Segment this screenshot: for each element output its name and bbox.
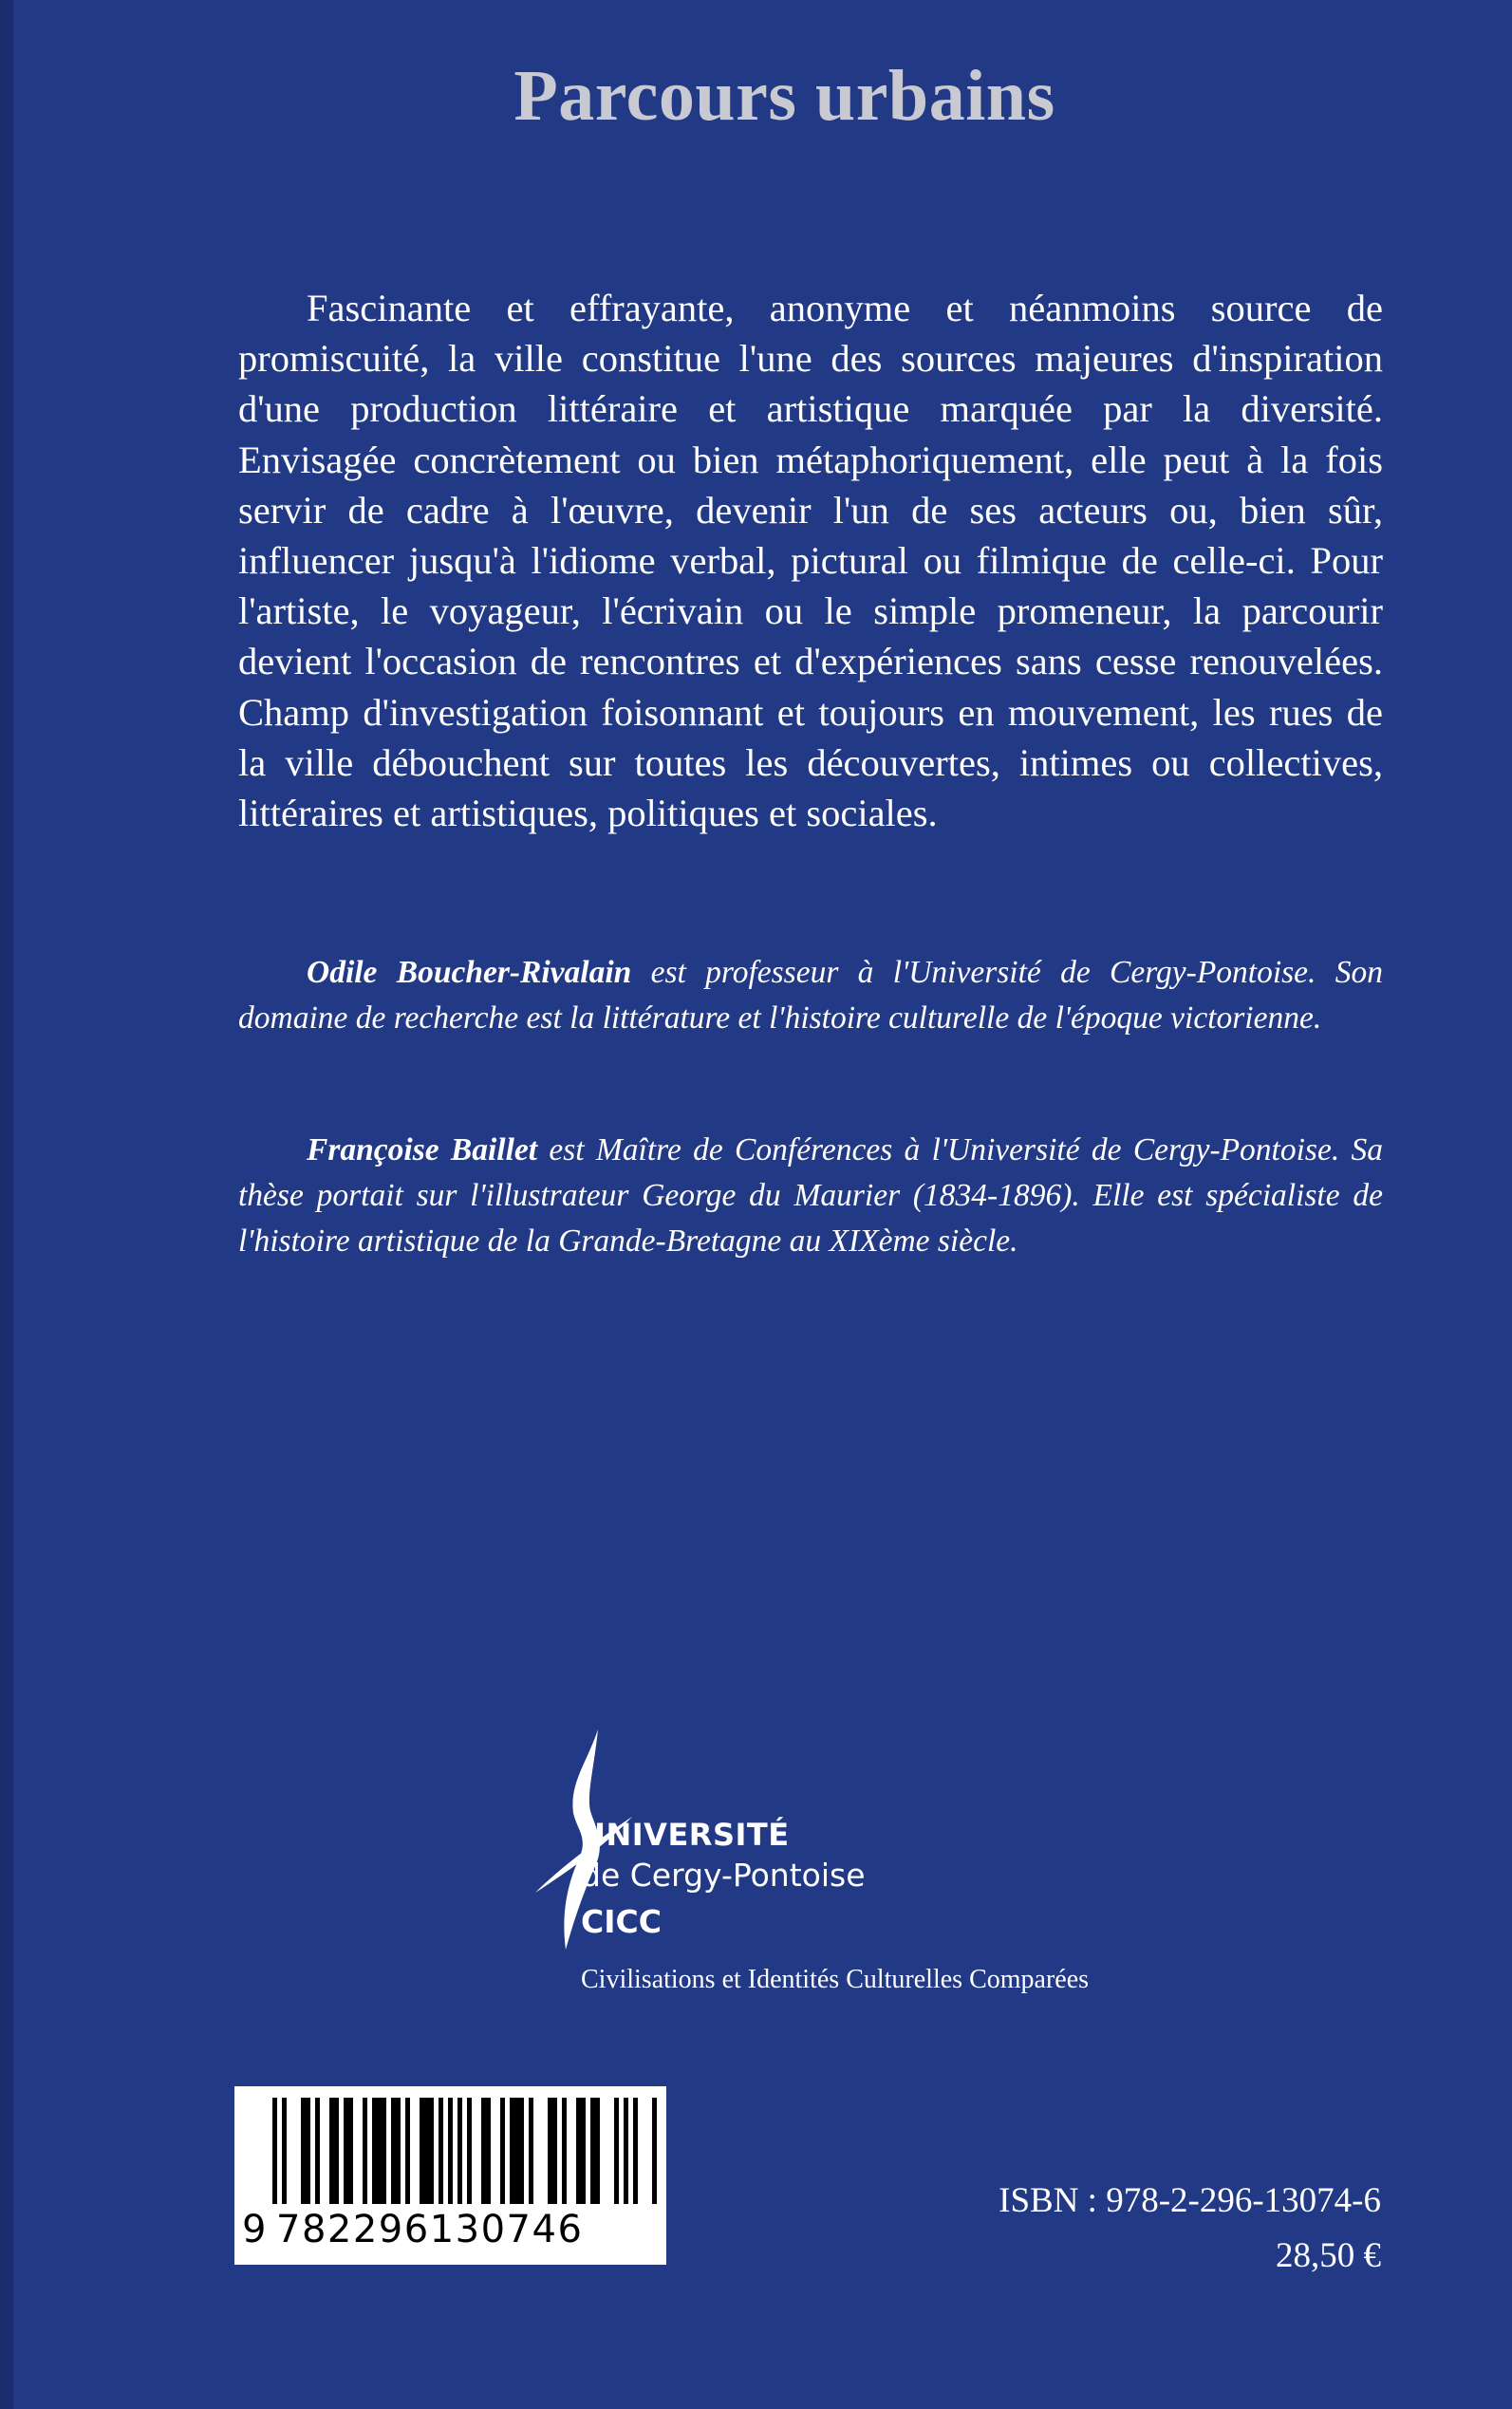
barcode-bar-24: [624, 2098, 628, 2204]
author-name-1: Odile Boucher-Rivalain: [307, 955, 632, 990]
barcode-bar-14: [467, 2098, 472, 2204]
barcode-first-digit: 9: [242, 2208, 267, 2251]
barcode-bar-17: [510, 2098, 524, 2204]
cover-left-edge: [0, 0, 13, 2409]
barcode-bar-12: [448, 2098, 453, 2204]
barcode-bar-11: [439, 2098, 443, 2204]
barcode-bar-2: [301, 2098, 310, 2204]
barcode-bar-1: [282, 2098, 287, 2204]
barcode-bar-19: [548, 2098, 557, 2204]
barcode-bar-25: [633, 2098, 638, 2204]
logo-line-cergy: de Cergy-Pontoise: [581, 1857, 866, 1894]
barcode-number: 782296130746: [276, 2208, 584, 2251]
barcode-bar-5: [344, 2098, 353, 2204]
barcode-bar-21: [576, 2098, 586, 2204]
isbn-label: ISBN : 978-2-296-13074-6: [999, 2181, 1381, 2220]
barcode-bar-3: [315, 2098, 320, 2204]
barcode-bar-9: [405, 2098, 410, 2204]
barcode-bar-26: [652, 2098, 657, 2204]
author-bio-1: [238, 950, 1383, 1041]
author-bio-text-1: est professeur à l'Université de Cergy-Pontoise. Son domaine de recherche est la littérature et l'histoire culturelle de l'époque victorienne.: [238, 955, 1383, 1036]
barcode-bar-13: [457, 2098, 462, 2204]
book-title: Parcours urbains: [513, 56, 1055, 136]
barcode-bar-23: [614, 2098, 619, 2204]
barcode-bar-22: [590, 2098, 600, 2204]
barcode-bar-0: [272, 2098, 277, 2204]
author-bio-2: [238, 1128, 1383, 1264]
barcode-bar-4: [329, 2098, 339, 2204]
barcode-bar-18: [529, 2098, 533, 2204]
barcode-bar-20: [562, 2098, 567, 2204]
logo-line-university: UNIVERSITÉ: [581, 1817, 790, 1853]
barcode: [234, 2086, 666, 2265]
cicc-full-name: Civilisations et Identités Culturelles Comparées: [581, 1965, 1090, 1994]
logo-line-cicc: CICC: [581, 1903, 662, 1940]
barcode-bar-7: [372, 2098, 386, 2204]
author-name-2: Françoise Baillet: [307, 1132, 538, 1167]
book-summary: Fascinante et effrayante, anonyme et néanmoins source de promiscuité, la ville constitue l'une des sources majeures d'inspiration d'une production littéraire et artistique marquée par la diversité. Envisagée concrètement ou bien métaphoriquement, elle peut à la fois servir de cadre à l'œuvre, devenir l'un de ses acteurs ou, bien sûr, influencer jusqu'à l'idiome verbal, pictural ou filmique de celle-ci. Pour l'artiste, le voyageur, l'écrivain ou le simple promeneur, la parcourir devient l'occasion de rencontres et d'expériences sans cesse renouvelées. Champ d'investigation foisonnant et toujours en mouvement, les rues de la ville débouchent sur toutes les découvertes, intimes ou collectives, littéraires et artistiques, politiques et sociales.: [238, 287, 1383, 835]
barcode-bar-8: [391, 2098, 401, 2204]
barcode-bars: [234, 2086, 666, 2210]
barcode-bar-15: [481, 2098, 491, 2204]
author-bio-text-2: est Maître de Conférences à l'Université de Cergy-Pontoise. Sa thèse portait sur l'illustrateur George du Maurier (1834-1896). Elle est spécialiste de l'histoire artistique de la Grande-Bretagne au XIXème siècle.: [238, 1132, 1384, 1259]
barcode-bar-16: [500, 2098, 505, 2204]
barcode-digits: [234, 2208, 666, 2257]
price-label: 28,50 €: [1276, 2236, 1381, 2275]
barcode-bar-10: [420, 2098, 434, 2204]
barcode-bar-6: [363, 2098, 367, 2204]
